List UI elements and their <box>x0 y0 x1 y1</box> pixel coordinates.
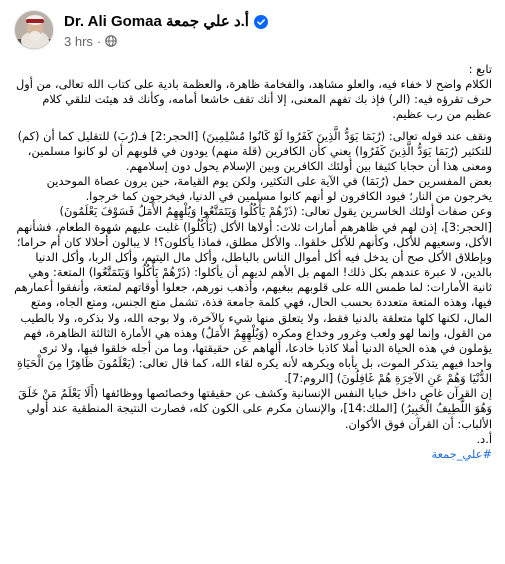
globe-icon[interactable] <box>105 35 117 47</box>
post-paragraph: تابع : <box>468 62 492 76</box>
post-paragraph: إن القرآن غاص داخل خبايا النفس الإنسانية وكشف عن حقيقتها وخصائصها ووظائفها (أَلَا يَعْلَمُ مَنْ خَلَقَ وَهُوَ اللَّطِيفُ الْخَبِيرُ) [الملك:14]، والإنسان مكرم على الكون كله، فصارت النتيجة المنطقية عند أولي الألباب: أن القرآن فوق الأكوان. <box>18 386 492 431</box>
author-name[interactable]: Dr. Ali Gomaa أ.د علي جمعة <box>64 13 249 30</box>
post-paragraph: الكلام واضح لا خفاء فيه، والعلو مشاهد، والفخامة ظاهرة، والعظمة بادية على كتاب الله تعالى، من أول حرف تقرؤه فيه: (الر) فإذ بك تفهم المعنى، إلا أنك تقف خاشعا أمامه، وكأنك قد هيئت لتلقي كلام عظيم من رب عظيم. <box>15 77 492 122</box>
post-meta <box>64 33 117 49</box>
post-signature: أ.د. <box>476 431 492 446</box>
post-time[interactable]: 3 hrs <box>64 33 93 49</box>
post-paragraph: ونقف عند قوله تعالى: (رُبَمَا يَوَدُّ الَّذِينَ كَفَرُوا لَوْ كَانُوا مُسْلِمِينَ) [الحجر:2] فـ(رُبَ) للتقليل كما أن (كم) للتكثير (رُبَمَا يَوَدُّ الَّذِينَ كَفَرُوا) يعني كأن الكافرين (قلة منهم) يودون في قلوبهم أن لو كانوا مسلمين، ومعنى هذا أن حجابا كثيفا بين أولئك الكافرين وبين الإسلام يحول دون إسلامهم. <box>17 128 492 173</box>
post-text <box>14 62 492 564</box>
post-header <box>0 0 505 62</box>
avatar[interactable] <box>14 10 54 50</box>
author-row <box>64 11 268 31</box>
verified-badge-icon <box>254 14 268 28</box>
avatar-portrait-icon <box>15 11 54 50</box>
meta-separator: · <box>96 33 102 49</box>
post-paragraph: وعن صفات أولئك الخاسرين يقول تعالى: (ذَرْهُمْ يَأْكُلُوا وَيَتَمَتَّعُوا وَيُلْهِهِمُ الأَمَلُ فَسَوْفَ يَعْلَمُونَ) [الحجر:3]، إذن لهم في ظاهرهم أمارات ثلاث: أولاها الأكل (يَأْكُلُوا) غلبت عليهم شهوة الطعام، فشأنهم الأكل، وسعيهم للأكل، وكأنهم للأكل خلقوا.. والأكل مطلق، فماذا يأكلون؟! لا يبالون أحلالا كان أم حراما؛ وبإطلاق الأكل صح أن يدخل فيه أكل أموال الناس بالباطل، وأكل مال اليتيم، وأكل الربا، وأكل الدنيا بالدين، لا عبرة عندهم بكل ذلك! المهم بل الأهم لديهم أن يأكلوا: (ذَرْهُمْ يَأْكُلُوا وَيَتَمَتَّعُوا) المتعة: وهي ثانية الأمارات: لما طمس الله على قلوبهم ببغيهم، وأذهب نورهم، جعلوا أوقاتهم لمتعة، وأنفقوا أعمارهم فيها، وهذه المتعة متعددة بحسب الحال، فهي كلمة جامعة فذة، تشمل متع الجنس، ومتع الجاه، ومتع المال، لكنها كلها متعلقة بالدنيا فقط، ولا يتعلق منها شيء بالآخرة، ولا بوجه الله، ولا بذكره، ولا بالطيب من القول، وإنما لهو ولعب وغرور وخداع ومكره (وَيُلْهِهِمُ الأَمَلُ) وهذه هي الأمارة الثالثة الظاهرة، فهم يؤملون في هذه الحياة الدنيا أملا كاذبا خادعا، ألهاهم عن حقيقتها، وما من أجله خلقوا فيها، ولا ترى واحدا فيهم يتذكر الموت، بل يأباه ويكرهه لأنه يكره لقاء الله، كما قال تعالى: (يَعْلَمُونَ ظَاهِرًا مِنَ الْحَيَاةِ الدُّنْيَا وَهُمْ عَنِ الآخِرَةِ هُمْ غَافِلُونَ) [الروم:7]. <box>14 204 492 386</box>
hashtag-link[interactable]: #علي_جمعة <box>431 446 492 461</box>
post-paragraph: بعض المفسرين حمل (رُبَمَا) في الآية على التكثير، ولكن يوم القيامة، حين يرون عصاة الموحدين يخرجون من النار؛ فيود الكافرون لو أنهم كانوا مسلمين في الدنيا، فيخرجون كما خرجوا. <box>46 174 492 204</box>
